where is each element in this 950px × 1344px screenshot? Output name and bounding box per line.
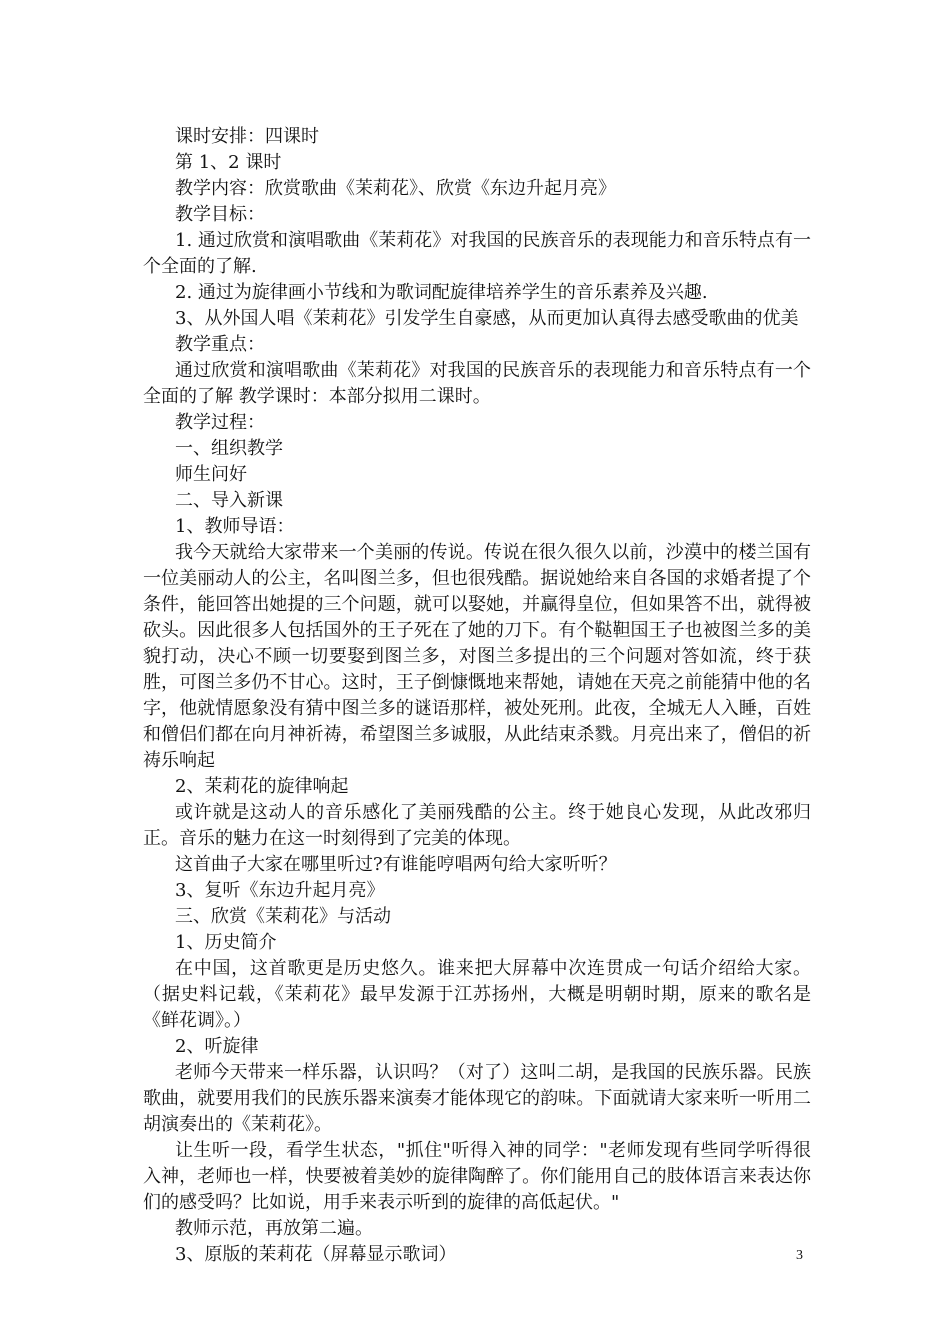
- student-activity: 让生听一段，看学生状态，"抓住"听得入神的同学："老师发现有些同学听得很入神，老师也一样，快要被着美妙的旋律陶醉了。你们能用自己的肢体语言来表达你们的感受吗？比如说，用手来表示听到的旋律的高低起伏。": [143, 1140, 811, 1213]
- melody-heading: 2、茉莉花的旋律响起: [175, 776, 349, 797]
- goal-3: 3、从外国人唱《茉莉花》引发学生自豪感，从而更加认真得去感受歌曲的优美: [175, 308, 799, 329]
- teaching-focus-text: 通过欣赏和演唱歌曲《茉莉花》对我国的民族音乐的表现能力和音乐特点有一个全面的了解 教学课时：本部分拟用二课时。: [143, 360, 811, 407]
- section-3-heading: 三、欣赏《茉莉花》与活动: [175, 906, 391, 927]
- melody-text: 或许就是这动人的音乐感化了美丽残酷的公主。终于她良心发现，从此改邪归正。音乐的魅力在这一时刻得到了完美的体现。: [143, 802, 811, 849]
- section-1-heading: 一、组织教学: [175, 438, 283, 459]
- original-version-heading: 3、原版的茉莉花（屏幕显示歌词）: [175, 1244, 457, 1265]
- goal-2: 2. 通过为旋律画小节线和为歌词配旋律培养学生的音乐素养及兴趣.: [175, 282, 708, 303]
- lesson-range: 第 1、2 课时: [175, 152, 282, 173]
- demo-line: 教师示范，再放第二遍。: [175, 1218, 373, 1239]
- question-line: 这首曲子大家在哪里听过?有谁能哼唱两句给大家听听？: [175, 854, 617, 875]
- page-number: 3: [796, 1248, 803, 1263]
- greeting-line: 师生问好: [175, 464, 247, 485]
- document-body: [143, 124, 811, 1268]
- goal-1: 1. 通过欣赏和演唱歌曲《茉莉花》对我国的民族音乐的表现能力和音乐特点有一个全面的了解.: [143, 230, 811, 277]
- legend-story: 我今天就给大家带来一个美丽的传说。传说在很久很久以前，沙漠中的楼兰国有一位美丽动人的公主，名叫图兰多，但也很残酷。据说她给来自各国的求婚者提了个条件，能回答出她提的三个问题，就可以娶她，并赢得皇位，但如果答不出，就得被砍头。因此很多人包括国外的王子死在了她的刀下。有个鞑靼国王子也被图兰多的美貌打动，决心不顾一切要娶到图兰多，对图兰多提出的三个问题对答如流，终于获胜，可图兰多仍不甘心。这时，王子倒慷慨地来帮她，请她在天亮之前能猜中他的名字，他就情愿象没有猜中图兰多的谜语那样，被处死刑。此夜，全城无人入睡，百姓和僧侣们都在向月神祈祷，希望图兰多诚服，从此结束杀戮。月亮出来了，僧侣的祈祷乐响起: [143, 542, 811, 771]
- history-heading: 1、历史简介: [175, 932, 277, 953]
- erhu-text: 老师今天带来一样乐器，认识吗？（对了）这叫二胡，是我国的民族乐器。民族歌曲，就要用我们的民族乐器来演奏才能体现它的韵味。下面就请大家来听一听用二胡演奏出的《茉莉花》。: [143, 1062, 811, 1135]
- schedule-line: 课时安排：四课时: [175, 126, 319, 147]
- section-2-heading: 二、导入新课: [175, 490, 283, 511]
- listen-heading: 2、听旋律: [175, 1036, 259, 1057]
- history-text: 在中国，这首歌更是历史悠久。谁来把大屏幕中次连贯成一句话介绍给大家。（据史料记载，《茉莉花》最早发源于江苏扬州，大概是明朝时期，原来的歌名是《鲜花调》。）: [143, 958, 811, 1031]
- teacher-intro-heading: 1、教师导语：: [175, 516, 295, 537]
- teaching-content: 教学内容：欣赏歌曲《茉莉花》、欣赏《东边升起月亮》: [175, 178, 616, 199]
- teaching-goals-heading: 教学目标：: [175, 204, 265, 225]
- teaching-process-heading: 教学过程：: [175, 412, 265, 433]
- teaching-focus-heading: 教学重点：: [175, 334, 265, 355]
- replay-heading: 3、复听《东边升起月亮》: [175, 880, 385, 901]
